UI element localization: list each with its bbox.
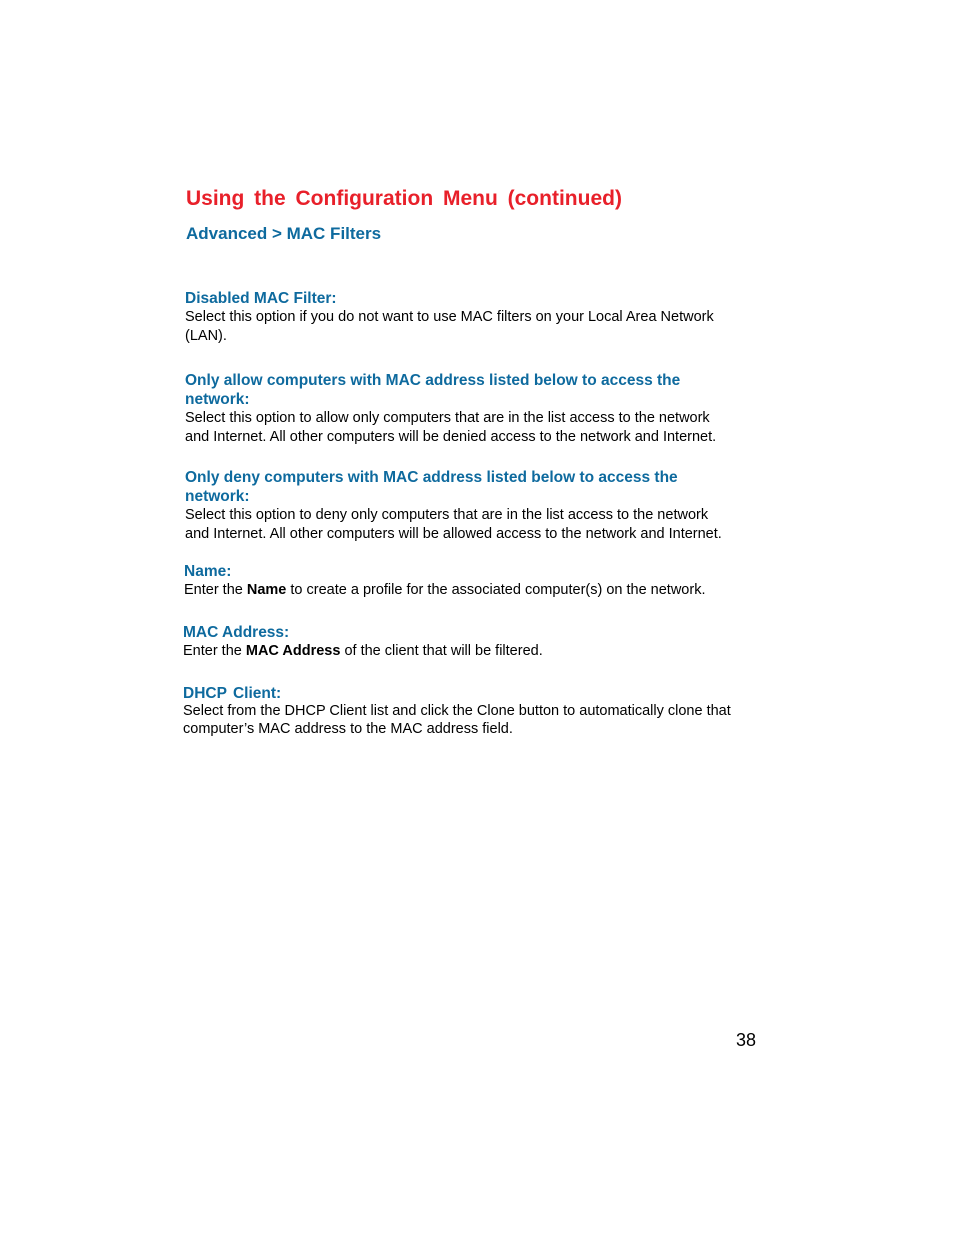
name-entry <box>184 562 771 600</box>
allow-mac-filter-heading <box>185 371 772 409</box>
description-line: Select this option to allow only computers that are in the list access to the network <box>185 410 710 426</box>
page-number: 38 <box>736 1030 757 1050</box>
disabled-mac-filter-entry <box>185 289 772 345</box>
description-line: and Internet. All other computers will be allowed access to the network and Internet. <box>185 525 722 542</box>
dhcp-client-heading: DHCP Client: <box>183 685 282 702</box>
dhcp-client-description <box>183 703 770 738</box>
dhcp-client-entry <box>183 684 770 738</box>
description-line: (LAN). <box>185 327 227 344</box>
description-bold-term: Name <box>246 582 287 598</box>
name-heading: Name: <box>184 563 232 580</box>
allow-mac-filter-description <box>185 409 772 446</box>
heading-line: Only deny computers with MAC address listed below to access the <box>185 469 678 486</box>
description-line: computer’s MAC address to the MAC address field. <box>183 720 513 737</box>
name-description <box>184 581 771 600</box>
description-text: of the client that will be filtered. <box>340 643 543 659</box>
mac-address-description <box>183 642 770 661</box>
deny-mac-filter-entry <box>185 468 772 543</box>
heading-line: network: <box>185 391 250 408</box>
description-bold-term: MAC Address <box>245 643 341 659</box>
description-text: Enter the <box>184 582 247 598</box>
section-breadcrumb: Advanced > MAC Filters <box>186 224 382 243</box>
description-line: Select this option if you do not want to use MAC filters on your Local Area Network <box>185 309 714 325</box>
disabled-mac-filter-description <box>185 308 772 345</box>
description-line: and Internet. All other computers will be denied access to the network and Internet. <box>185 428 717 445</box>
page-title: Using the Configuration Menu (continued) <box>186 187 622 210</box>
heading-line: network: <box>185 488 250 505</box>
mac-address-heading: MAC Address: <box>183 624 290 641</box>
disabled-mac-filter-heading: Disabled MAC Filter: <box>185 290 337 307</box>
description-text: to create a profile for the associated computer(s) on the network. <box>286 582 706 598</box>
allow-mac-filter-entry <box>185 371 772 446</box>
deny-mac-filter-description <box>185 506 772 543</box>
description-text: Enter the <box>183 643 246 659</box>
heading-line: Only allow computers with MAC address listed below to access the <box>185 372 681 389</box>
mac-address-entry <box>183 623 770 661</box>
deny-mac-filter-heading <box>185 468 772 506</box>
description-line: Select from the DHCP Client list and click the Clone button to automatically clone that <box>183 703 731 719</box>
description-line: Select this option to deny only computers that are in the list access to the network <box>185 507 709 523</box>
